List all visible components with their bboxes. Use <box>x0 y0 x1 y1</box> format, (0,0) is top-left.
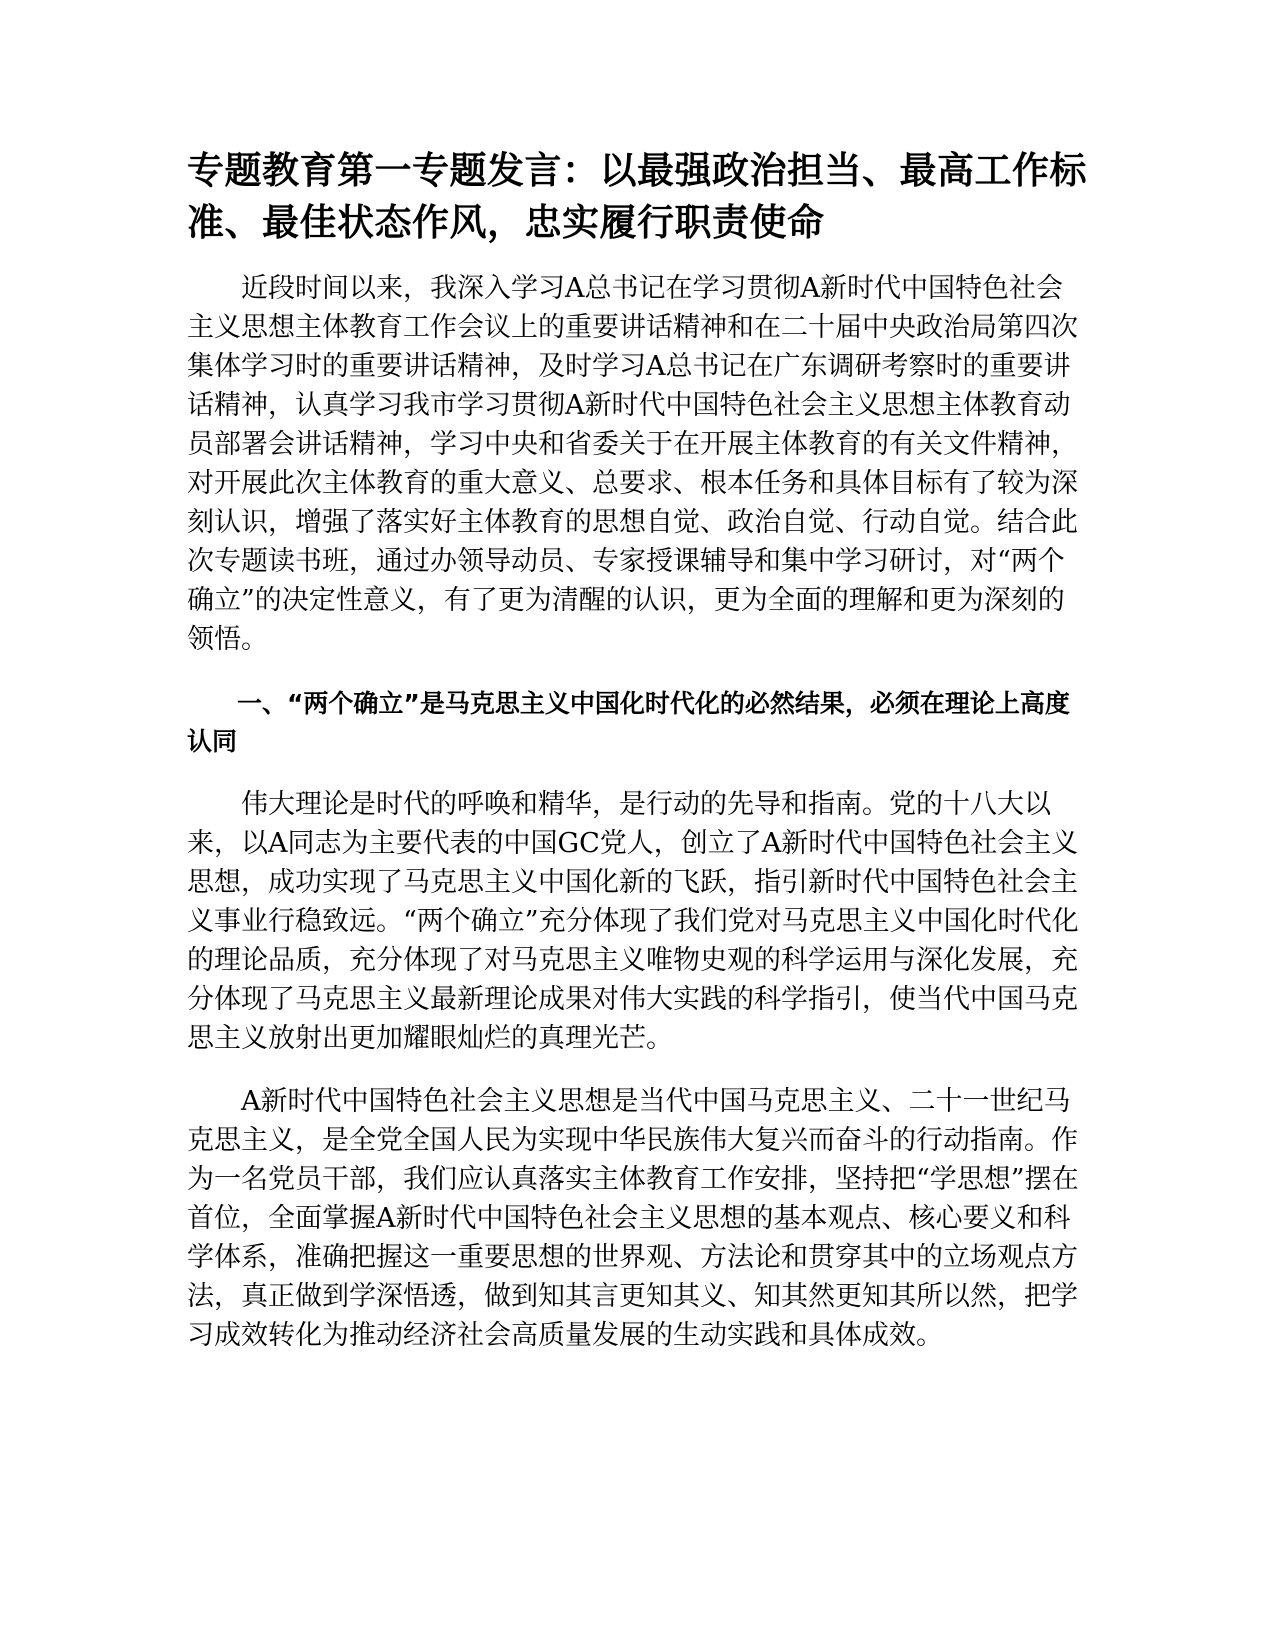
document-body <box>187 145 1087 1355</box>
document-title: 专题教育第一专题发言：以最强政治担当、最高工作标准、最佳状态作风，忠实履行职责使命 <box>187 149 1087 244</box>
intro-paragraph: 近段时间以来，我深入学习A总书记在学习贯彻A新时代中国特色社会主义思想主体教育工作会议上的重要讲话精神和在二十届中央政治局第四次集体学习时的重要讲话精神，及时学习A总书记在广东调研考察时的重要讲话精神，认真学习我市学习贯彻A新时代中国特色社会主义思想主体教育动员部署会讲话精神，学习中央和省委关于在开展主体教育的有关文件精神，对开展此次主体教育的重大意义、总要求、根本任务和具体目标有了较为深刻认识，增强了落实好主体教育的思想自觉、政治自觉、行动自觉。结合此次专题读书班，通过办领导动员、专家授课辅导和集中学习研讨，对“两个确立”的决定性意义，有了更为清醒的认识，更为全面的理解和更为深刻的领悟。 <box>187 273 1078 655</box>
body-paragraph-2: A新时代中国特色社会主义思想是当代中国马克思主义、二十一世纪马克思主义，是全党全国人民为实现中华民族伟大复兴而奋斗的行动指南。作为一名党员干部，我们应认真落实主体教育工作安排，坚持把“学思想”摆在首位，全面掌握A新时代中国特色社会主义思想的基本观点、核心要义和科学体系，准确把握这一重要思想的世界观、方法论和贯穿其中的立场观点方法，真正做到学深悟透，做到知其言更知其义、知其然更知其所以然，把学习成效转化为推动经济社会高质量发展的生动实践和具体成效。 <box>187 1086 1079 1351</box>
body-paragraph-1: 伟大理论是时代的呼唤和精华，是行动的先导和指南。党的十八大以来，以A同志为主要代表的中国GC党人，创立了A新时代中国特色社会主义思想，成功实现了马克思主义中国化新的飞跃，指引新时代中国特色社会主义事业行稳致远。“两个确立”充分体现了我们党对马克思主义中国化时代化的理论品质，充分体现了对马克思主义唯物史观的科学运用与深化发展，充分体现了马克思主义最新理论成果对伟大实践的科学指引，使当代中国马克思主义放射出更加耀眼灿烂的真理光芒。 <box>187 789 1079 1054</box>
section-heading-1: 一、“两个确立”是马克思主义中国化时代化的必然结果，必须在理论上高度认同 <box>187 689 1070 756</box>
